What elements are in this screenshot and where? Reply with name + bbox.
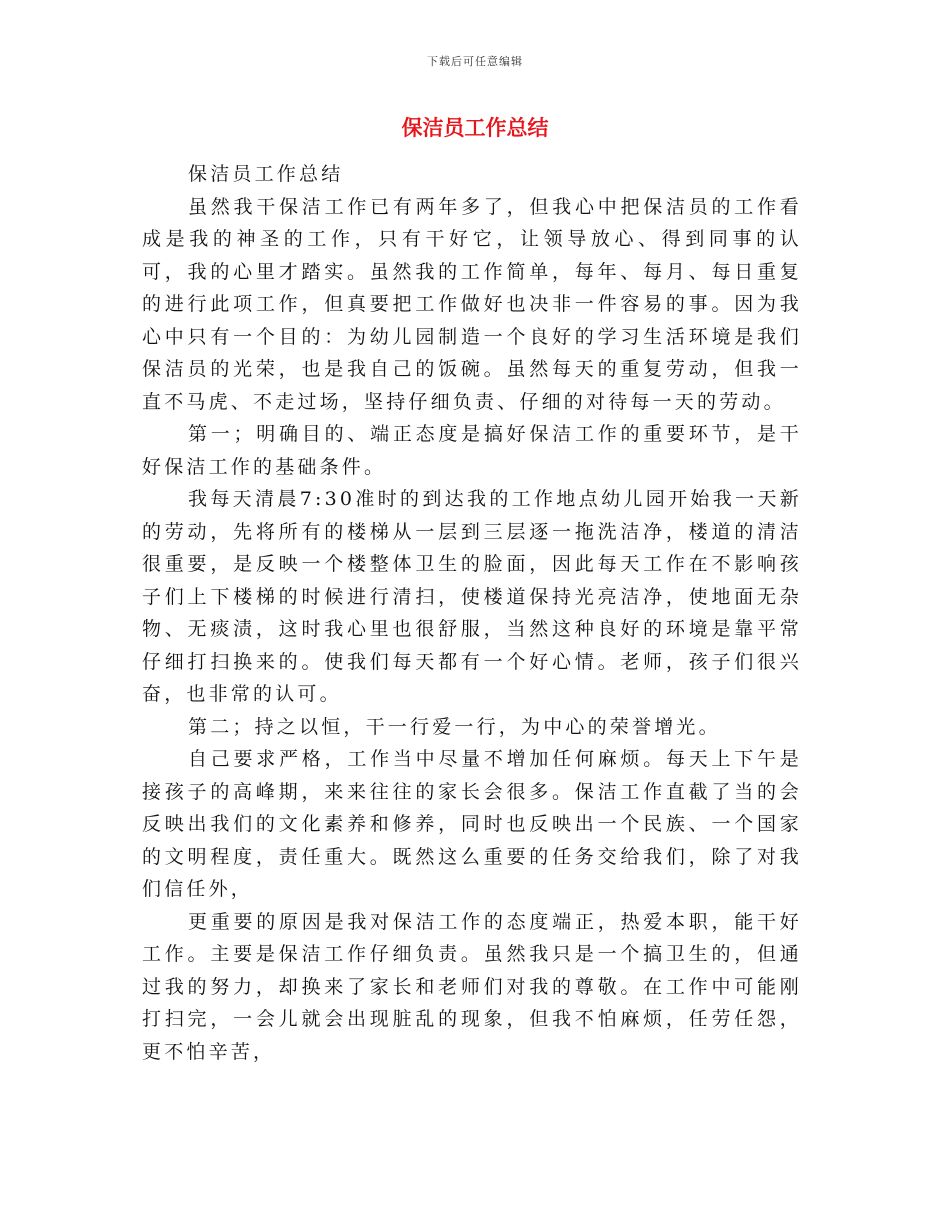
paragraph-daily-work: 我每天清晨7:30准时的到达我的工作地点幼儿园开始我一天新的劳动，先将所有的楼梯从一层到三层逐一拖洗洁净，楼道的清洁很重要，是反映一个楼整体卫生的脸面，因此每天工作在不影响孩子们上下楼梯的时候进行清扫，使楼道保持光亮洁净，使地面无杂物、无痰渍，这时我心里也很舒服，当然这种良好的环境是靠平常仔细打扫换来的。使我们每天都有一个好心情。老师，孩子们很兴奋，也非常的认可。 xyxy=(142,488,802,705)
paragraph-strict: 自己要求严格，工作当中尽量不增加任何麻烦。每天上下午是接孩子的高峰期，来来往往的家长会很多。保洁工作直截了当的会反映出我们的文化素养和修养，同时也反映出一个民族、一个国家的文明程度，责任重大。既然这么重要的任务交给我们，除了对我们信任外， xyxy=(142,748,802,900)
document-body xyxy=(142,158,802,1068)
header-note: 下载后可任意编辑 xyxy=(427,55,523,68)
document-title: 保洁员工作总结 xyxy=(401,116,549,140)
paragraph-point-one: 第一；明确目的、端正态度是搞好保洁工作的重要环节，是干好保洁工作的基础条件。 xyxy=(142,423,802,478)
paragraph-point-two: 第二；持之以恒，干一行爱一行，为中心的荣誉增光。 xyxy=(188,715,721,738)
paragraph-intro: 虽然我干保洁工作已有两年多了，但我心中把保洁员的工作看成是我的神圣的工作，只有干好它，让领导放心、得到同事的认可，我的心里才踏实。虽然我的工作简单，每年、每月、每日重复的进行此项工作，但真要把工作做好也决非一件容易的事。因为我心中只有一个目的：为幼儿园制造一个良好的学习生活环境是我们保洁员的光荣，也是我自己的饭碗。虽然每天的重复劳动，但我一直不马虎、不走过场，坚持仔细负责、仔细的对待每一天的劳动。 xyxy=(142,195,802,413)
paragraph-attitude: 更重要的原因是我对保洁工作的态度端正，热爱本职，能干好工作。主要是保洁工作仔细负责。虽然我只是一个搞卫生的，但通过我的努力，却换来了家长和老师们对我的尊敬。在工作中可能刚打扫完，一会儿就会出现脏乱的现象，但我不怕麻烦，任劳任怨，更不怕辛苦， xyxy=(142,910,802,1063)
paragraph-subtitle: 保洁员工作总结 xyxy=(188,163,344,185)
